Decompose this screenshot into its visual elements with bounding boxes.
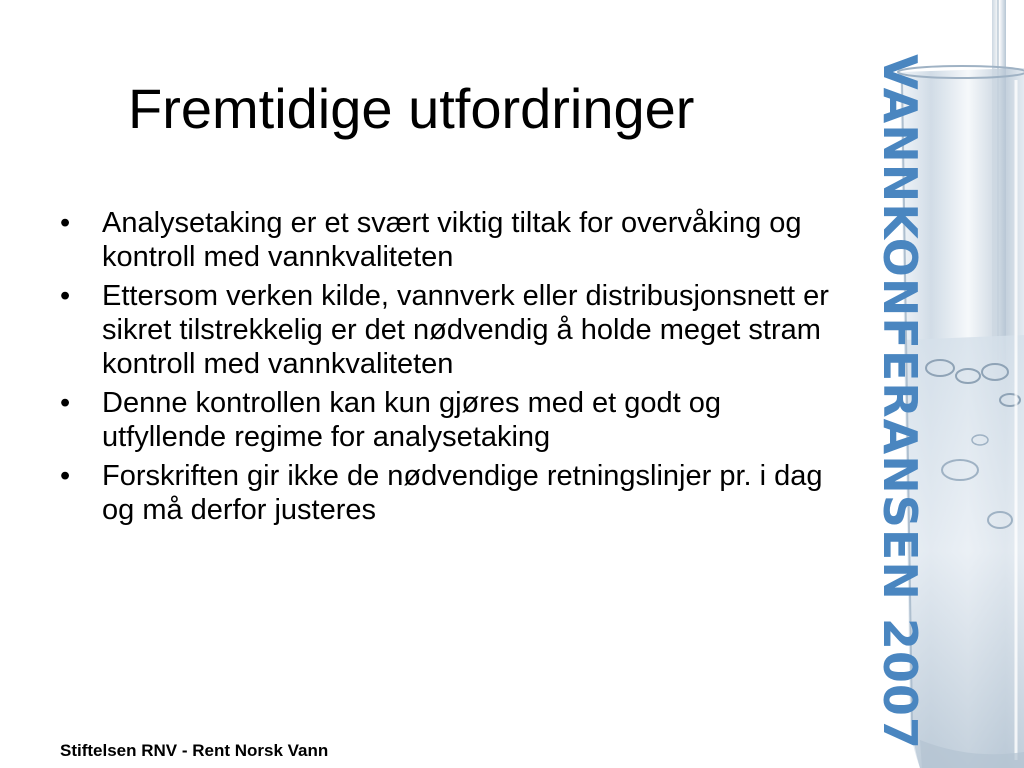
bullet-item	[60, 206, 830, 274]
bullet-text: Forskriften gir ikke de nødvendige retningslinjer pr. i dag og må derfor justeres	[102, 460, 823, 526]
bullet-icon: •	[60, 387, 71, 419]
bullet-text: Denne kontrollen kan kun gjøres med et godt og utfyllende regime for analysetaking	[102, 387, 722, 453]
bullet-list	[60, 206, 830, 532]
bullet-item	[60, 386, 830, 454]
footer-organization: Stiftelsen RNV - Rent Norsk Vann	[60, 741, 329, 760]
bullet-item	[60, 459, 830, 527]
conference-logo: VANNKONFERANSEN 2007	[873, 54, 927, 750]
water-glass-illustration	[840, 0, 1024, 768]
slide-title: Fremtidige utfordringer	[128, 77, 695, 140]
bullet-text: Ettersom verken kilde, vannverk eller distribusjonsnett er sikret tilstrekkelig er det nødvendig å holde meget stram kontroll med vannkvaliteten	[102, 280, 829, 380]
bullet-icon: •	[60, 460, 71, 492]
bullet-item	[60, 279, 830, 381]
bullet-icon: •	[60, 280, 71, 312]
bullet-text: Analysetaking er et svært viktig tiltak for overvåking og kontroll med vannkvaliteten	[102, 207, 802, 273]
bullet-icon: •	[60, 207, 71, 239]
